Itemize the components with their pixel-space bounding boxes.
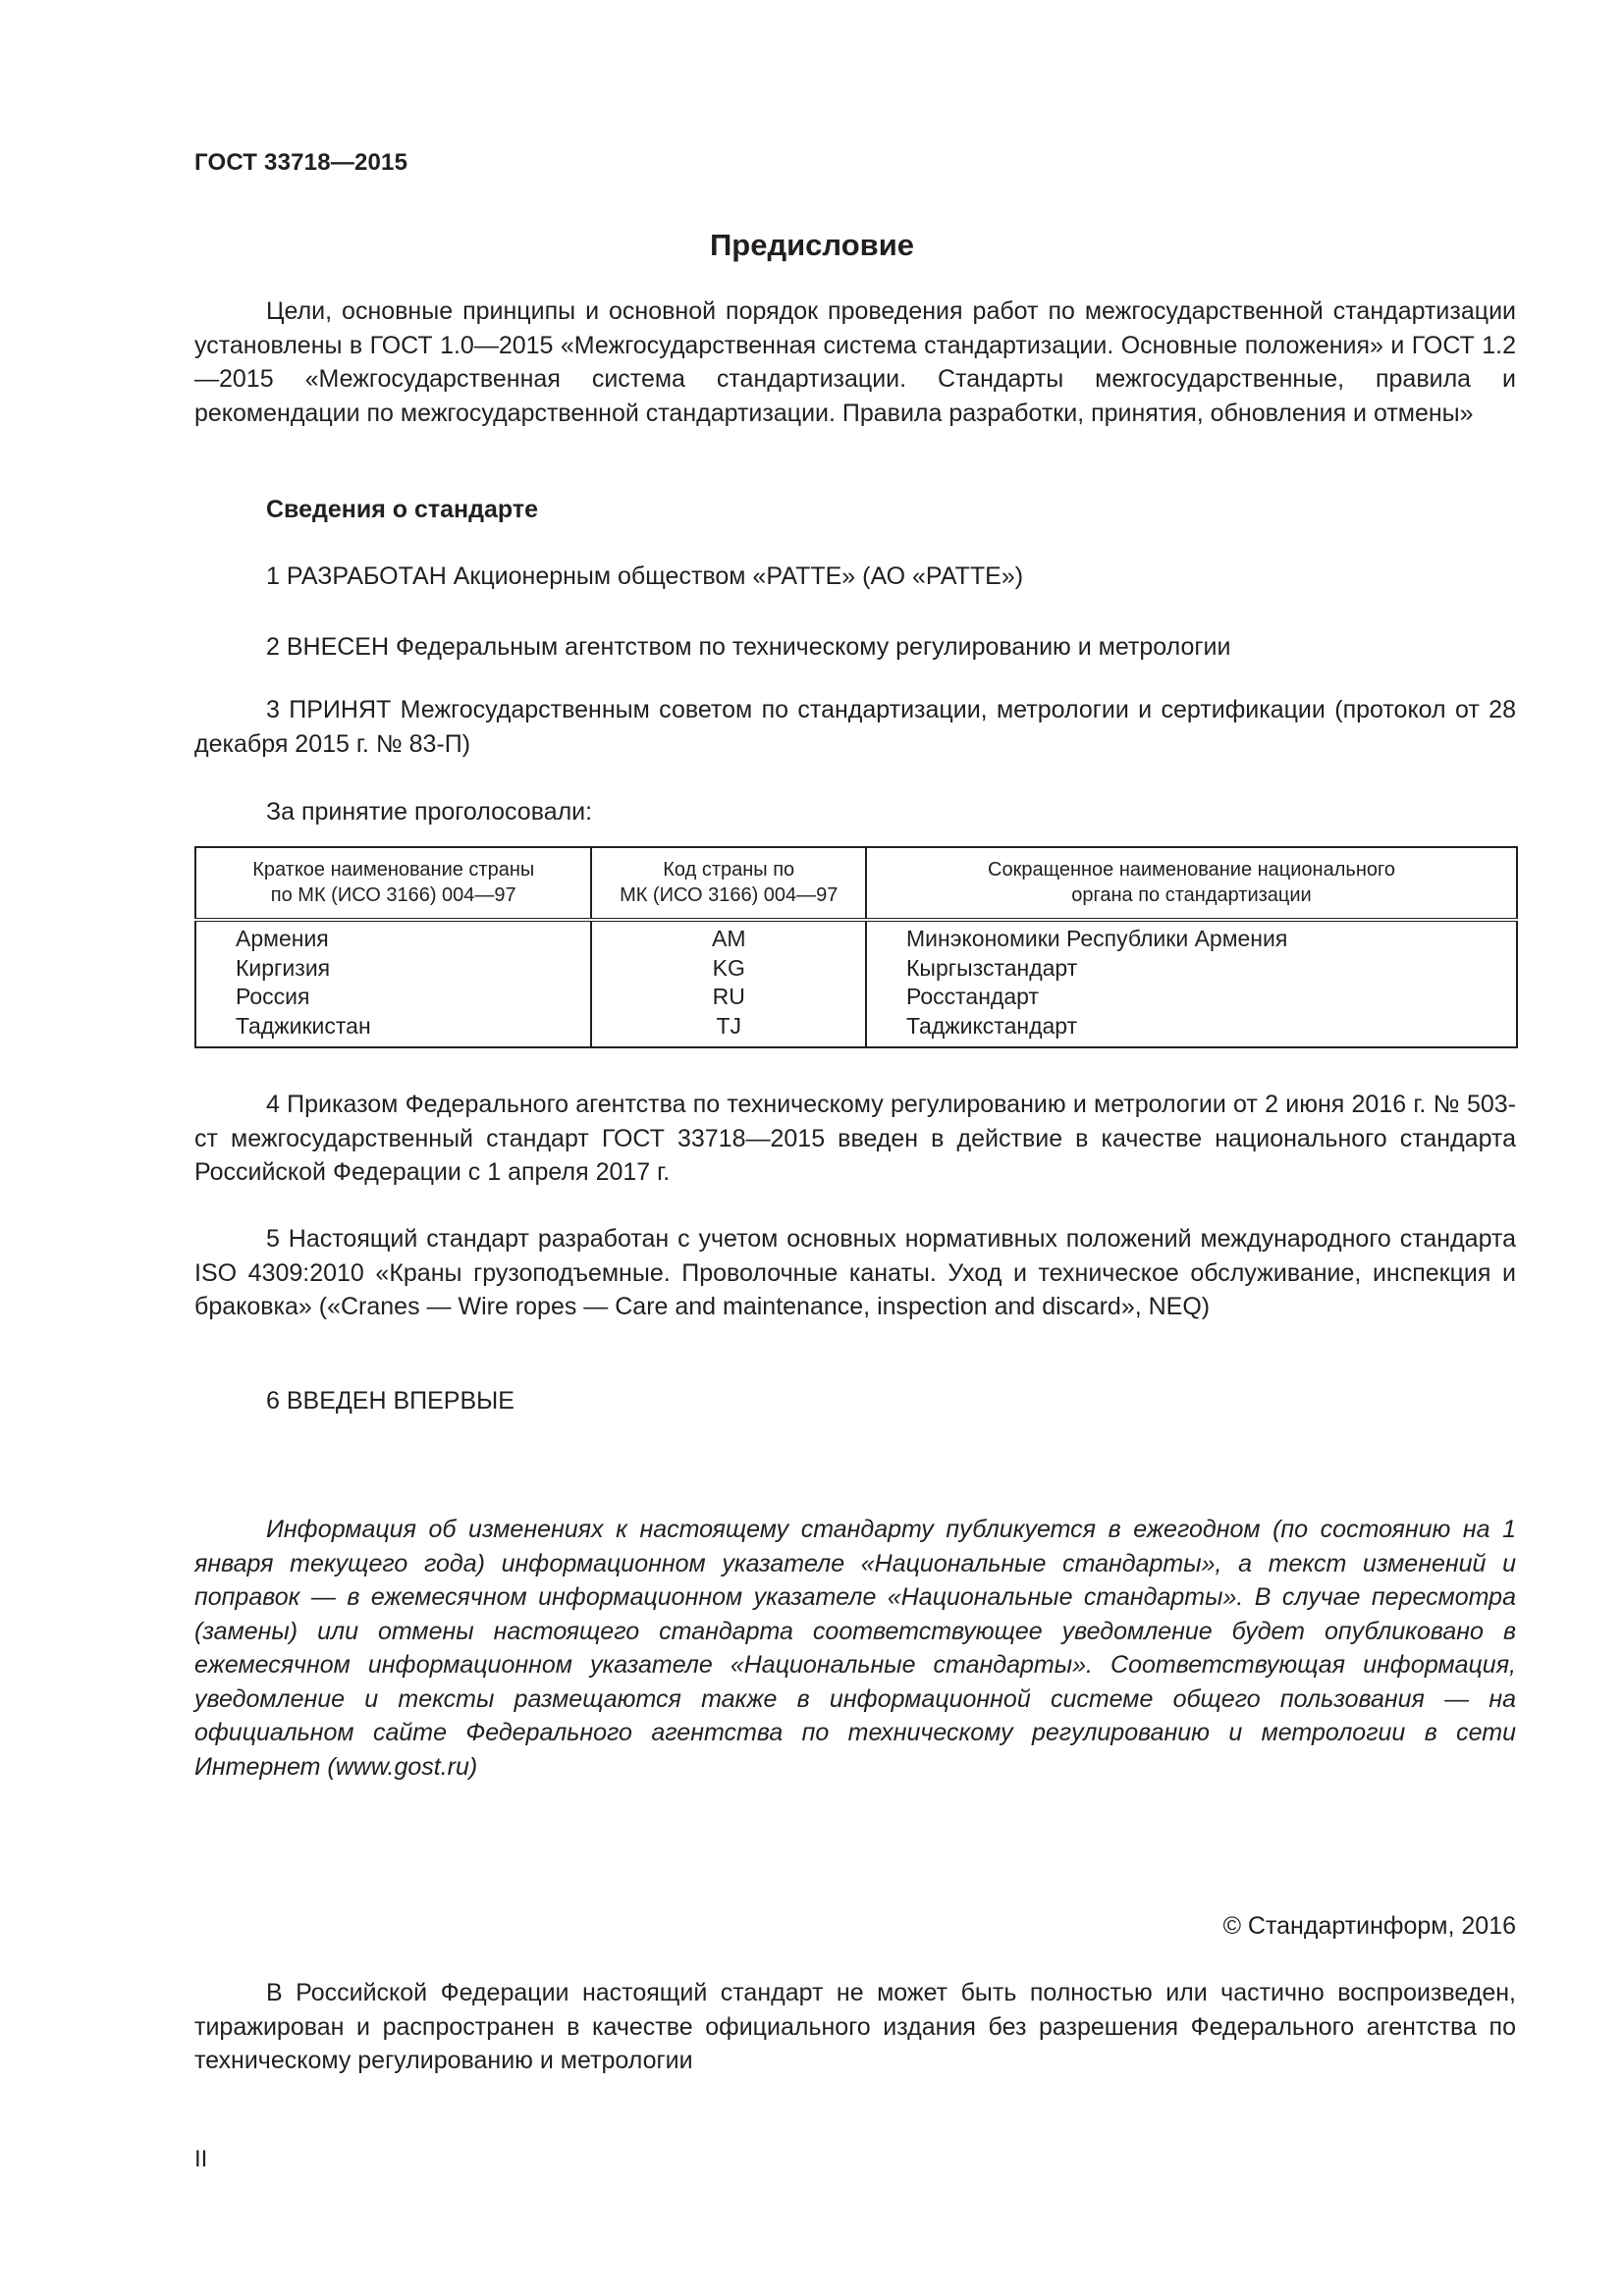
header-line: по МК (ИСО 3166) 004—97: [270, 884, 516, 906]
rights-paragraph: В Российской Федерации настоящий стандарт не может быть полностью или частично воспроизведен, тиражирован и распространен в качестве официального издания без разрешения Федерального агентства по техническому регулированию и метрологии: [194, 1979, 1516, 2074]
country-code: RU: [712, 984, 745, 1009]
item-6: 6 ВВЕДЕН ВПЕРВЫЕ: [266, 1387, 514, 1415]
page-number: II: [194, 2146, 208, 2172]
country-name: Армения: [236, 926, 329, 951]
standards-body: Кыргызстандарт: [906, 954, 1078, 981]
table-header-country: [195, 847, 591, 920]
header-line: Сокращенное наименование национального: [988, 859, 1395, 881]
copyright: © Стандартинформ, 2016: [1222, 1912, 1516, 1940]
header-line: МК (ИСО 3166) 004—97: [620, 884, 839, 906]
item-5: 5 Настоящий стандарт разработан с учетом основных нормативных положений международного стандарта ISO 4309:2010 «Краны грузоподъемные. Проволочные канаты. Уход и техническое обслуживание, инспекция и браковка» («Cranes — Wire ropes — Care and maintenance, inspection and discard», NEQ): [194, 1225, 1516, 1320]
table-cell-codes: [591, 920, 866, 1047]
voted-label: За принятие проголосовали:: [266, 798, 593, 826]
country-name: Киргизия: [236, 954, 331, 981]
standards-body: Минэкономики Республики Армения: [906, 926, 1288, 951]
table-row: [195, 920, 1517, 1047]
table-header-row: [195, 847, 1517, 920]
standards-body: Таджикстандарт: [906, 1012, 1078, 1039]
country-name: Россия: [236, 984, 310, 1009]
document-code: ГОСТ 33718—2015: [194, 149, 408, 176]
info-heading: Сведения о стандарте: [266, 496, 539, 523]
country-code: AM: [711, 926, 746, 951]
country-code: KG: [712, 954, 745, 981]
notice-paragraph: Информация об изменениях к настоящему стандарту публикуется в ежегодном (по состоянию на 1 января текущего года) информационном указателе «Национальные стандарты», а текст изменений и поправок — в ежемесячном информационном указателе «Национальные стандарты». В случае пересмотра (замены) или отмены настоящего стандарта соответствующее уведомление будет опубликовано в ежемесячном информационном указателе «Национальные стандарты». Соответствующая информация, уведомление и тексты размещаются также в информационной системе общего пользования — на официальном сайте Федерального агентства по техническому регулированию и метрологии в сети Интернет (www.gost.ru): [194, 1516, 1516, 1781]
table-header-code: [591, 847, 866, 920]
country-code: TJ: [716, 1012, 742, 1039]
intro-paragraph: Цели, основные принципы и основной порядок проведения работ по межгосударственной стандартизации установлены в ГОСТ 1.0—2015 «Межгосударственная система стандартизации. Основные положения» и ГОСТ 1.2—2015 «Межгосударственная система стандартизации. Стандарты межгосударственные, правила и рекомендации по межгосударственной стандартизации. Правила разработки, принятия, обновления и отмены»: [194, 297, 1516, 427]
vote-table: [194, 846, 1518, 1048]
table-cell-bodies: [866, 920, 1517, 1047]
item-3: 3 ПРИНЯТ Межгосударственным советом по стандартизации, метрологии и сертификации (протокол от 28 декабря 2015 г. № 83-П): [194, 696, 1516, 758]
item-1: 1 РАЗРАБОТАН Акционерным обществом «РАТТЕ» (АО «РАТТЕ»): [266, 562, 1024, 590]
item-4: 4 Приказом Федерального агентства по техническому регулированию и метрологии от 2 июня 2016 г. № 503-ст межгосударственный стандарт ГОСТ 33718—2015 введен в действие в качестве национального стандарта Российской Федерации с 1 апреля 2017 г.: [194, 1091, 1516, 1186]
header-line: Код страны по: [663, 859, 795, 881]
table-header-body: [866, 847, 1517, 920]
header-line: Краткое наименование страны: [252, 859, 535, 881]
item-2: 2 ВНЕСЕН Федеральным агентством по техническому регулированию и метрологии: [266, 633, 1231, 661]
standards-body: Росстандарт: [906, 984, 1039, 1009]
country-name: Таджикистан: [236, 1012, 371, 1039]
table-cell-countries: [195, 920, 591, 1047]
header-line: органа по стандартизации: [1071, 884, 1312, 906]
page-title: Предисловие: [709, 228, 914, 262]
